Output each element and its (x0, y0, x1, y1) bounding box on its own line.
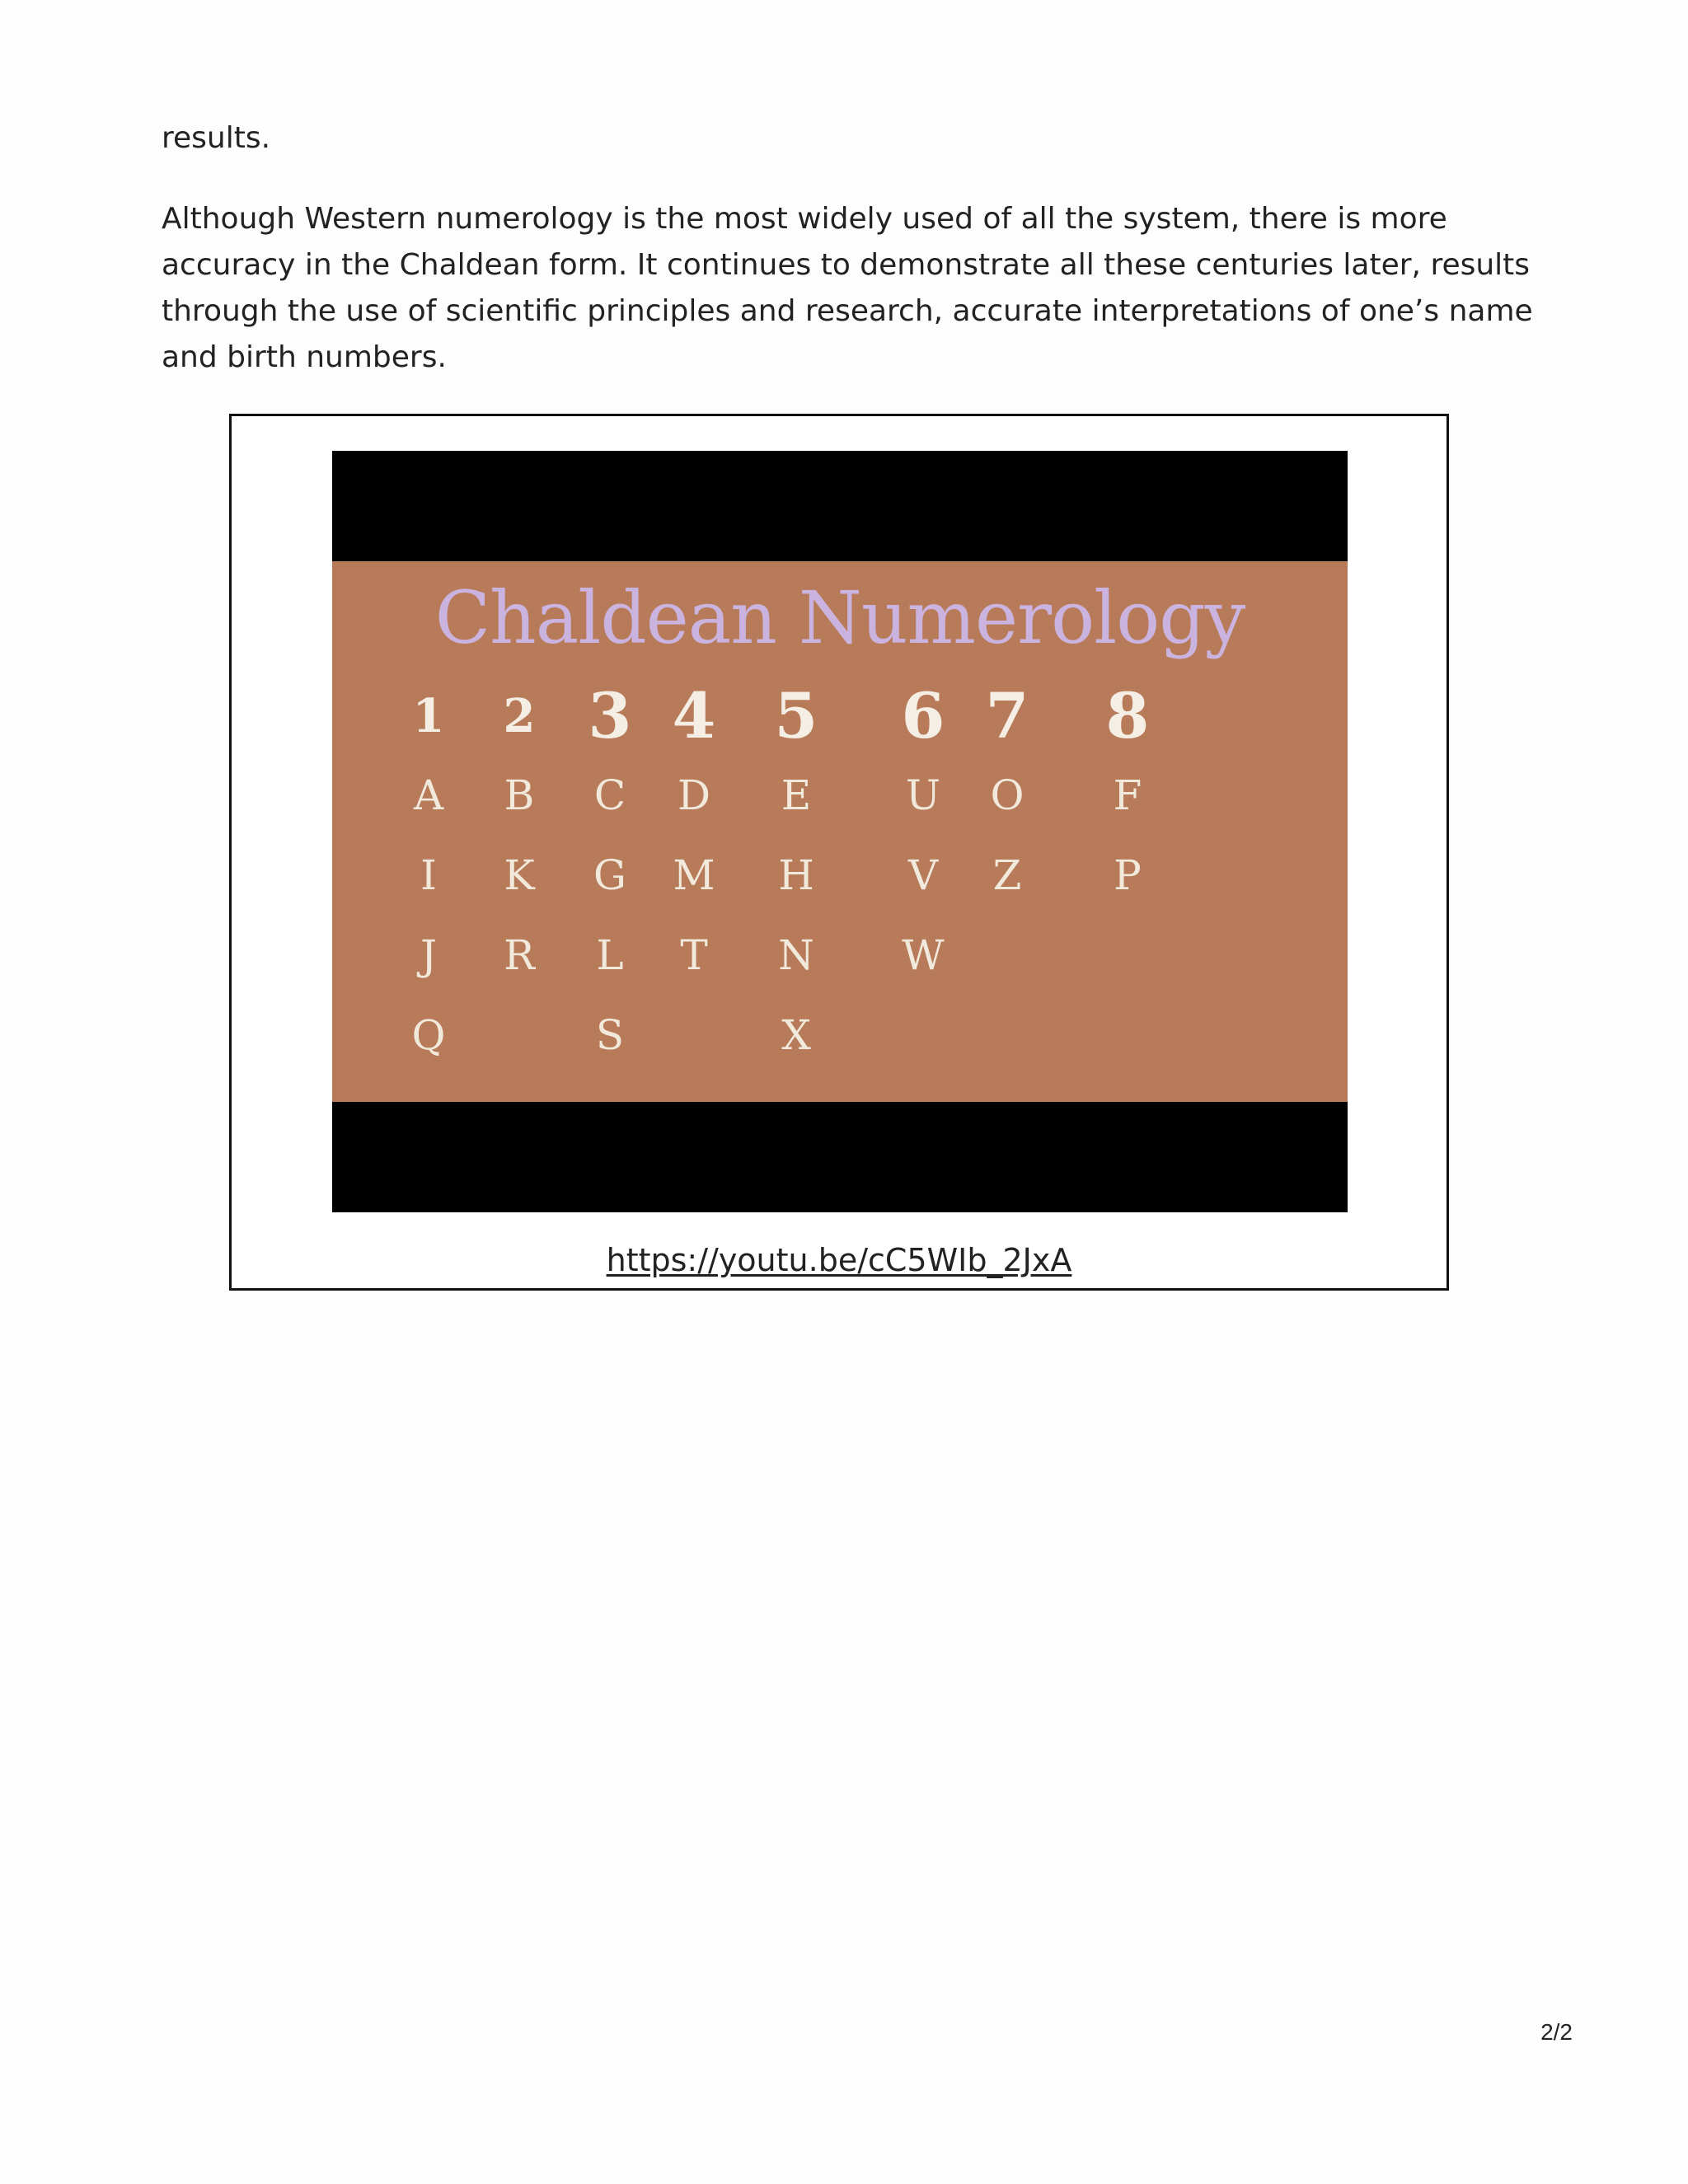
column-letter: Z (992, 851, 1022, 899)
paragraph-chaldean-accuracy: Although Western numerology is the most widely used of all the system, there is more accuracy in the Chaldean form. It continues to demonstrate all these centuries later, results through the use of scientific principles and research, accurate interpretations of one’s name and birth numbers. (162, 202, 1533, 374)
number-column-5 (751, 677, 842, 1076)
column-letter: N (778, 931, 814, 979)
number-column-1 (383, 677, 474, 1076)
column-number: 2 (503, 689, 536, 743)
column-letter: E (781, 771, 812, 819)
number-column-8 (1082, 677, 1173, 916)
paragraph-results: results. (162, 121, 271, 155)
column-number: 4 (672, 679, 716, 752)
number-column-3 (565, 677, 655, 1076)
column-letter: A (413, 771, 444, 819)
column-number: 7 (985, 679, 1029, 752)
column-number: 1 (412, 689, 445, 743)
column-letter: W (902, 931, 945, 979)
column-letter: R (504, 931, 535, 979)
column-letter: P (1114, 851, 1142, 899)
column-number: 3 (588, 679, 632, 752)
column-letter: Q (411, 1011, 446, 1059)
column-letter: I (420, 851, 437, 899)
video-link[interactable]: https://youtu.be/cC5WIb_2JxA (606, 1242, 1072, 1278)
column-letter: C (593, 771, 626, 819)
page-number: 2/2 (1540, 2019, 1573, 2045)
column-letter: H (778, 851, 814, 899)
thumbnail-band (332, 561, 1348, 1102)
number-column-2 (474, 677, 565, 996)
column-letter: S (595, 1011, 625, 1059)
column-letter: J (420, 931, 438, 979)
column-letter: U (905, 771, 941, 819)
video-thumbnail[interactable] (332, 451, 1348, 1212)
column-letter: G (593, 851, 626, 899)
column-letter: O (990, 771, 1025, 819)
column-letter: K (504, 851, 535, 899)
number-column-7 (962, 677, 1053, 916)
column-number: 6 (901, 679, 945, 752)
column-letter: X (781, 1011, 811, 1059)
thumbnail-title: Chaldean Numerology (434, 575, 1245, 660)
column-letter: V (907, 851, 939, 899)
column-letter: T (680, 931, 708, 979)
column-letter: D (677, 771, 711, 819)
column-number: 5 (774, 679, 818, 752)
column-letter: L (596, 931, 624, 979)
column-letter: M (673, 851, 715, 899)
number-column-4 (649, 677, 739, 996)
column-letter: F (1113, 771, 1142, 819)
column-number: 8 (1105, 679, 1150, 752)
number-column-6 (878, 677, 968, 996)
column-letter: B (504, 771, 535, 819)
video-embed-figure (229, 414, 1449, 1291)
